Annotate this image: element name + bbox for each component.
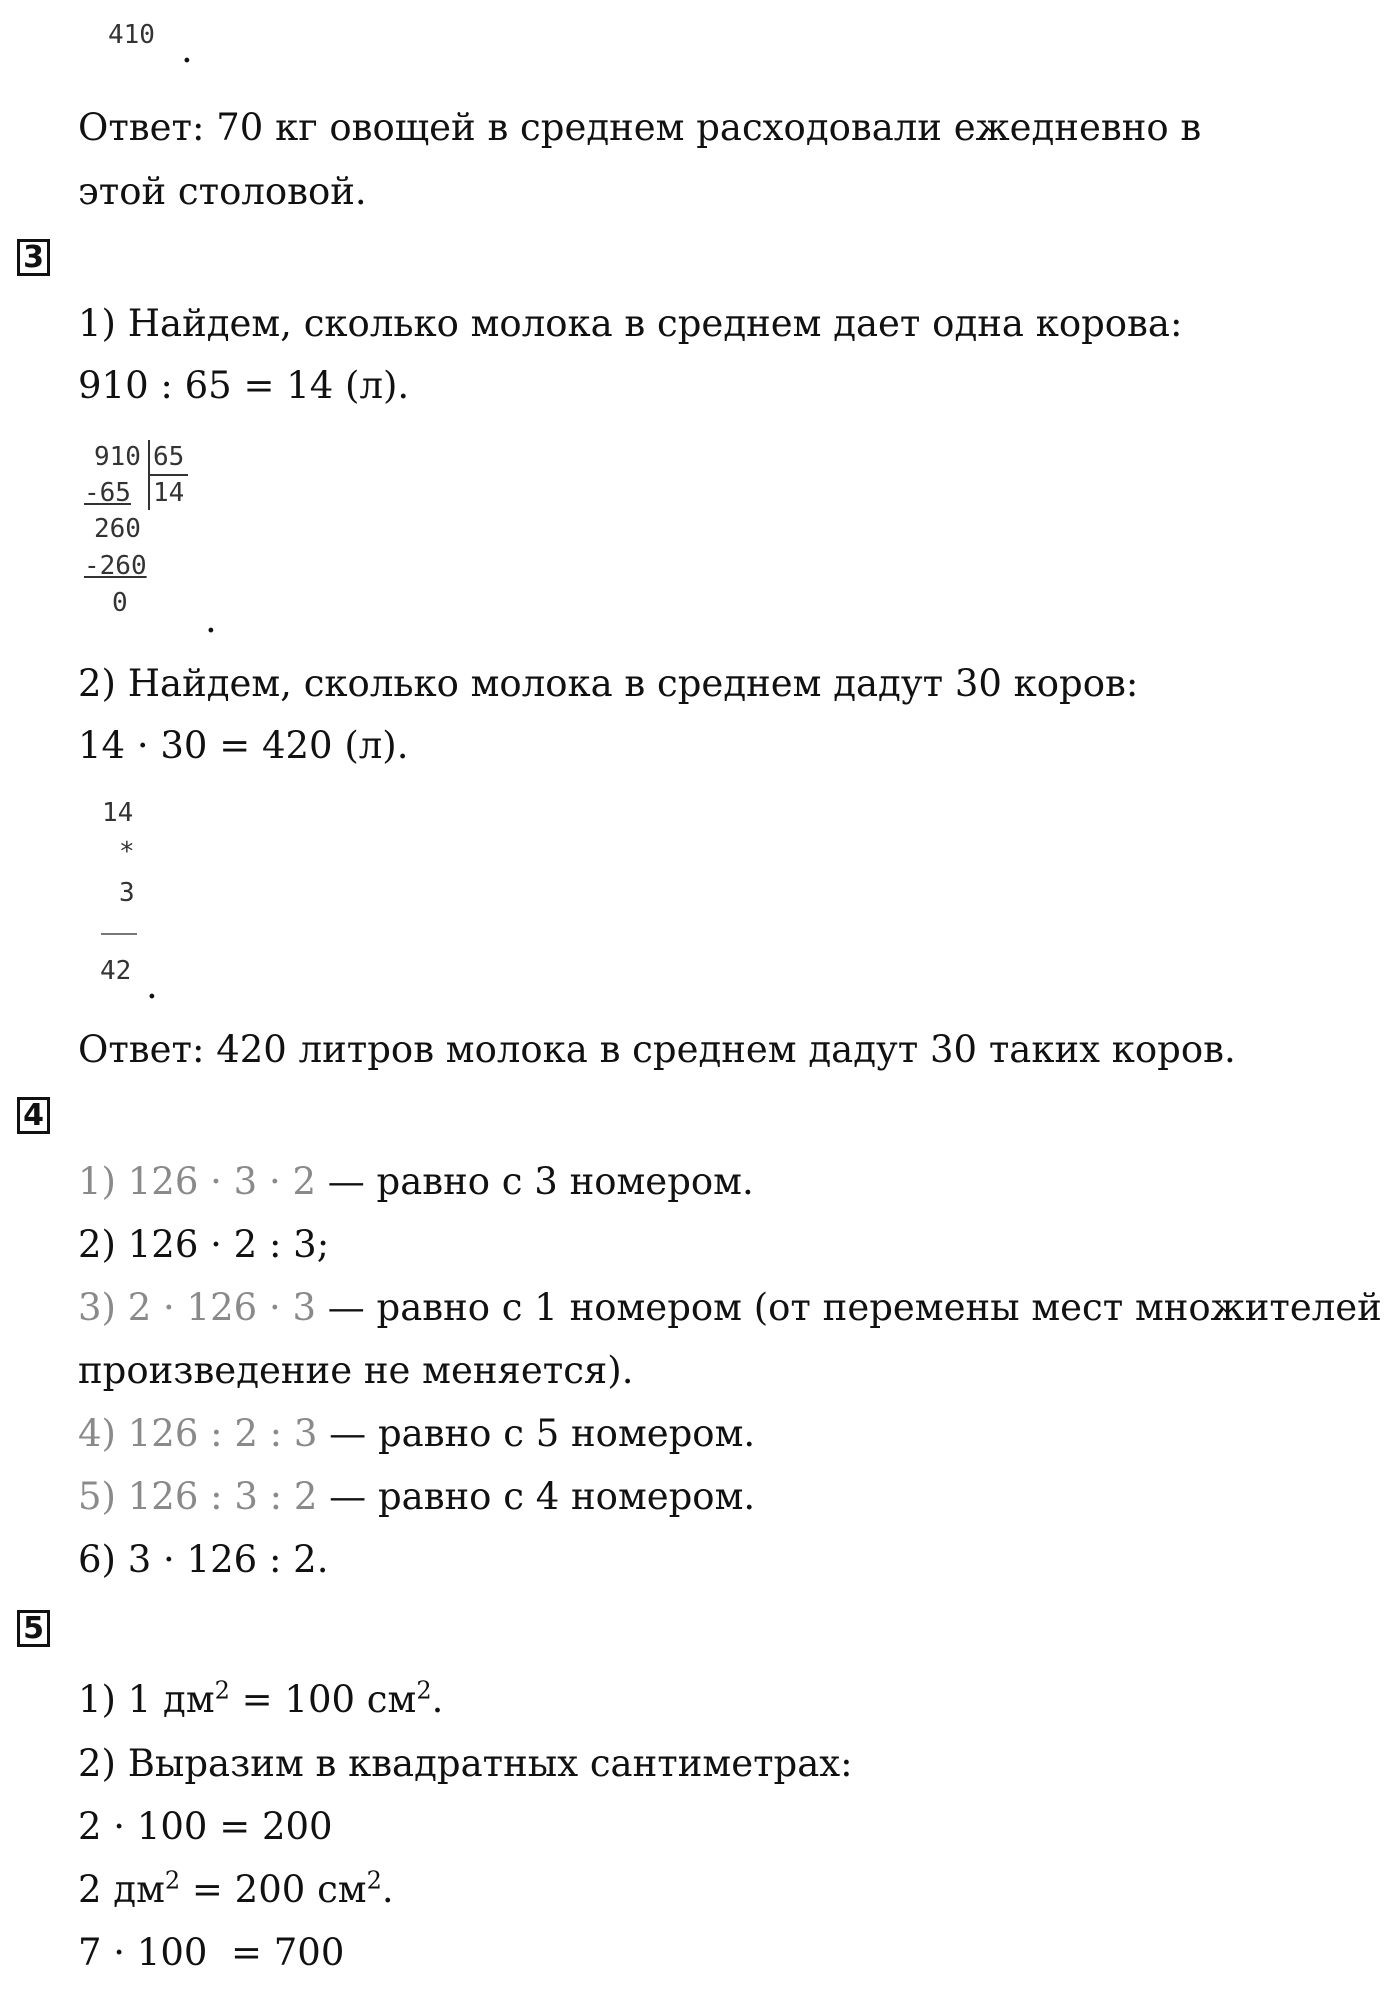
- task4-item-1-note: — равно с 3 номером.: [316, 1160, 754, 1203]
- task5-line5: 7 · 100 = 700: [78, 1931, 345, 1974]
- task4-item-3: [78, 1284, 1382, 1332]
- task3-answer: Ответ: 420 литров молока в среднем дадут 30 таких коров.: [78, 1028, 1236, 1071]
- task3-step2-expression: 14 · 30 = 420 (л).: [78, 724, 409, 767]
- division-remainder-final: 0: [112, 588, 128, 618]
- division-quotient-line: [150, 474, 188, 476]
- task4-item-3-expression: 3) 2 · 126 · 3: [78, 1286, 317, 1329]
- task5-line4-exponent-1: 2: [164, 1866, 181, 1895]
- mult-result-line: [101, 933, 137, 935]
- task4-item-2: [78, 1221, 329, 1269]
- mult-factor-b: 3: [119, 878, 135, 908]
- division-dividend: 910: [94, 442, 141, 472]
- task5-line1: [78, 1676, 443, 1724]
- task5-line4-exponent-2: 2: [366, 1866, 382, 1895]
- task4-item-3-note: — равно с 1 номером (от перемены мест множителей: [316, 1286, 1382, 1329]
- division-subtrahend-1: -65: [84, 478, 131, 508]
- task5-line4: [78, 1866, 394, 1914]
- mult-dot: .: [146, 964, 158, 1007]
- task4-item-5: [78, 1473, 755, 1521]
- division-divisor: 65: [153, 442, 185, 472]
- task5-number-box: 5: [17, 1610, 50, 1647]
- task4-number-box: 4: [17, 1097, 50, 1134]
- prev-calc-remainder: 410: [108, 20, 155, 50]
- division-quotient: 14: [153, 478, 185, 508]
- task5-line1-part-c: .: [431, 1678, 444, 1721]
- task4-item-1-expression: 1) 126 · 3 · 2: [78, 1160, 317, 1203]
- task4-item-3-continuation-text: произведение не меняется).: [78, 1349, 634, 1392]
- task4-item-4: [78, 1410, 755, 1458]
- task5-line3: 2 · 100 = 200: [78, 1805, 333, 1848]
- mult-factor-a: 14: [102, 798, 134, 828]
- task4-item-4-note: — равно с 5 номером.: [317, 1412, 756, 1455]
- task2-answer-line2: этой столовой.: [78, 170, 367, 213]
- task3-step2-text: 2) Найдем, сколько молока в среднем дадут 30 коров:: [78, 662, 1139, 705]
- task4-item-5-expression: 5) 126 : 3 : 2: [78, 1475, 318, 1518]
- task5-line1-exponent-1: 2: [214, 1676, 230, 1705]
- division-remainder-1: 260: [94, 514, 141, 544]
- task5-line2: 2) Выразим в квадратных сантиметрах:: [78, 1742, 853, 1785]
- task3-step1-text: 1) Найдем, сколько молока в среднем дает одна корова:: [78, 302, 1183, 345]
- task4-item-6-text: 6) 3 · 126 : 2.: [78, 1538, 329, 1581]
- task3-step1-expression: 910 : 65 = 14 (л).: [78, 364, 410, 407]
- task5-line1-part-a: 1) 1 дм: [78, 1678, 215, 1721]
- task5-line4-part-c: .: [381, 1868, 394, 1911]
- task5-line1-exponent-2: 2: [416, 1676, 432, 1705]
- task5-line4-part-b: = 200 см: [180, 1868, 367, 1911]
- task5-line1-part-b: = 100 см: [229, 1678, 417, 1721]
- task4-item-6: [78, 1536, 328, 1584]
- task5-line4-part-a: 2 дм: [78, 1868, 165, 1911]
- division-dot: .: [205, 598, 217, 641]
- mult-operator: *: [119, 837, 135, 867]
- task4-item-2-text: 2) 126 · 2 : 3;: [78, 1223, 330, 1266]
- task4-item-1: [78, 1158, 754, 1206]
- task3-number-box: 3: [17, 239, 50, 276]
- task4-item-3-continuation: [78, 1347, 633, 1395]
- task2-answer-line1: Ответ: 70 кг овощей в среднем расходовали ежедневно в: [78, 106, 1202, 149]
- prev-calc-dot: .: [181, 28, 193, 71]
- mult-result: 42: [100, 956, 132, 986]
- task4-item-4-expression: 4) 126 : 2 : 3: [78, 1412, 318, 1455]
- division-subtrahend-2: -260: [84, 551, 147, 581]
- task4-item-5-note: — равно с 4 номером.: [317, 1475, 756, 1518]
